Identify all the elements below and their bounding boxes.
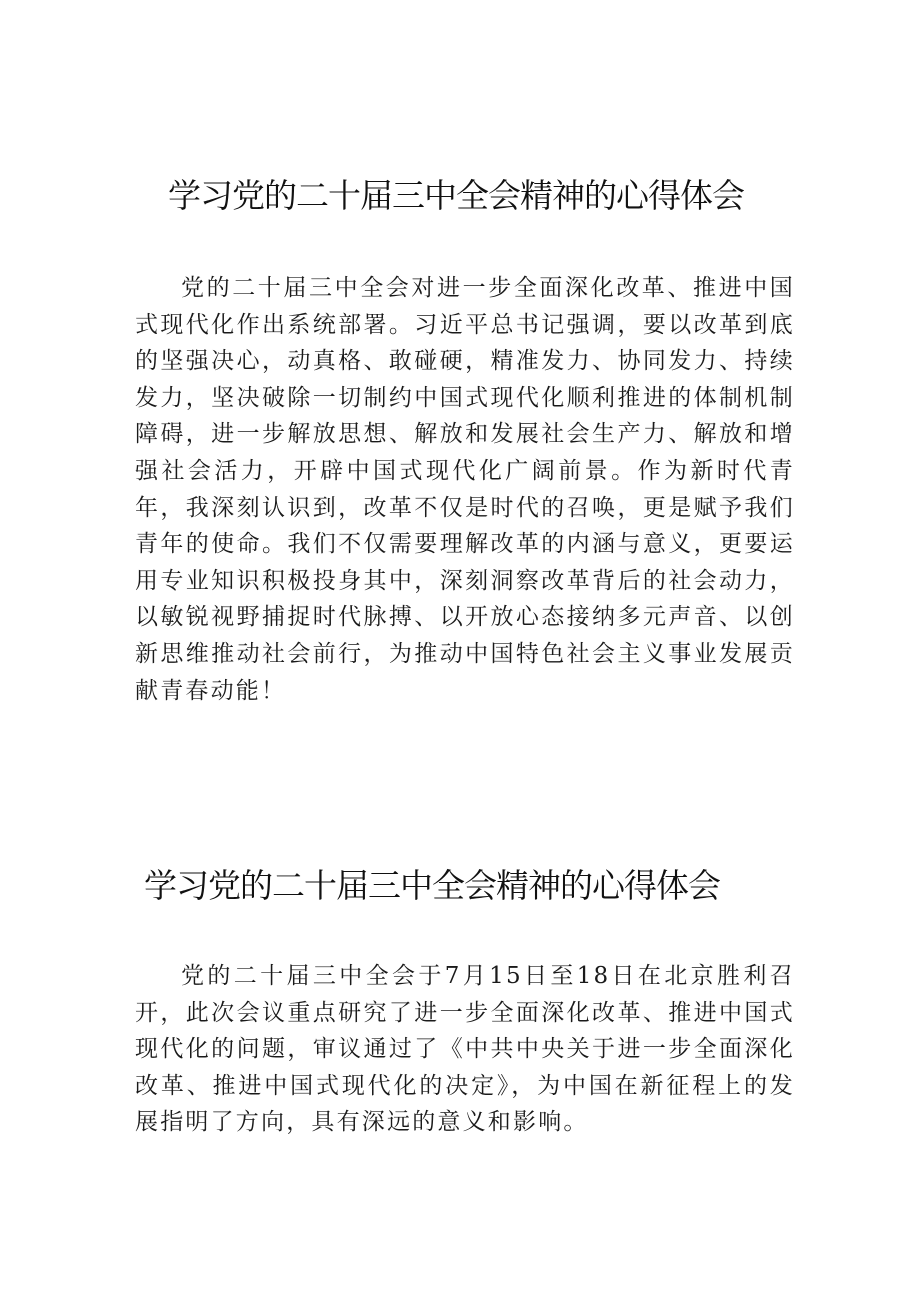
section-1-title: 学习党的二十届三中全会精神的心得体会 xyxy=(168,176,744,215)
section-2-paragraph: 党的二十届三中全会于7月15日至18日在北京胜利召开，此次会议重点研究了进一步全面深化改革、推进中国式现代化的问题，审议通过了《中共中央关于进一步全面深化改革、推进中国式现代化的决定》，为中国在新征程上的发展指明了方向，具有深远的意义和影响。 xyxy=(135,963,795,1136)
section-1-paragraph: 党的二十届三中全会对进一步全面深化改革、推进中国式现代化作出系统部署。习近平总书记强调，要以改革到底的坚强决心，动真格、敢碰硬，精准发力、协同发力、持续发力，坚决破除一切制约中国式现代化顺利推进的体制机制障碍，进一步解放思想、解放和发展社会生产力、解放和增强社会活力，开辟中国式现代化广阔前景。作为新时代青年，我深刻认识到，改革不仅是时代的召唤，更是赋予我们青年的使命。我们不仅需要理解改革的内涵与意义，更要运用专业知识积极投身其中，深刻洞察改革背后的社会动力，以敏锐视野捕捉时代脉搏、以开放心态接纳多元声音、以创新思维推动社会前行，为推动中国特色社会主义事业发展贡献青春动能！ xyxy=(135,275,795,704)
section-2-title: 学习党的二十届三中全会精神的心得体会 xyxy=(144,866,720,905)
